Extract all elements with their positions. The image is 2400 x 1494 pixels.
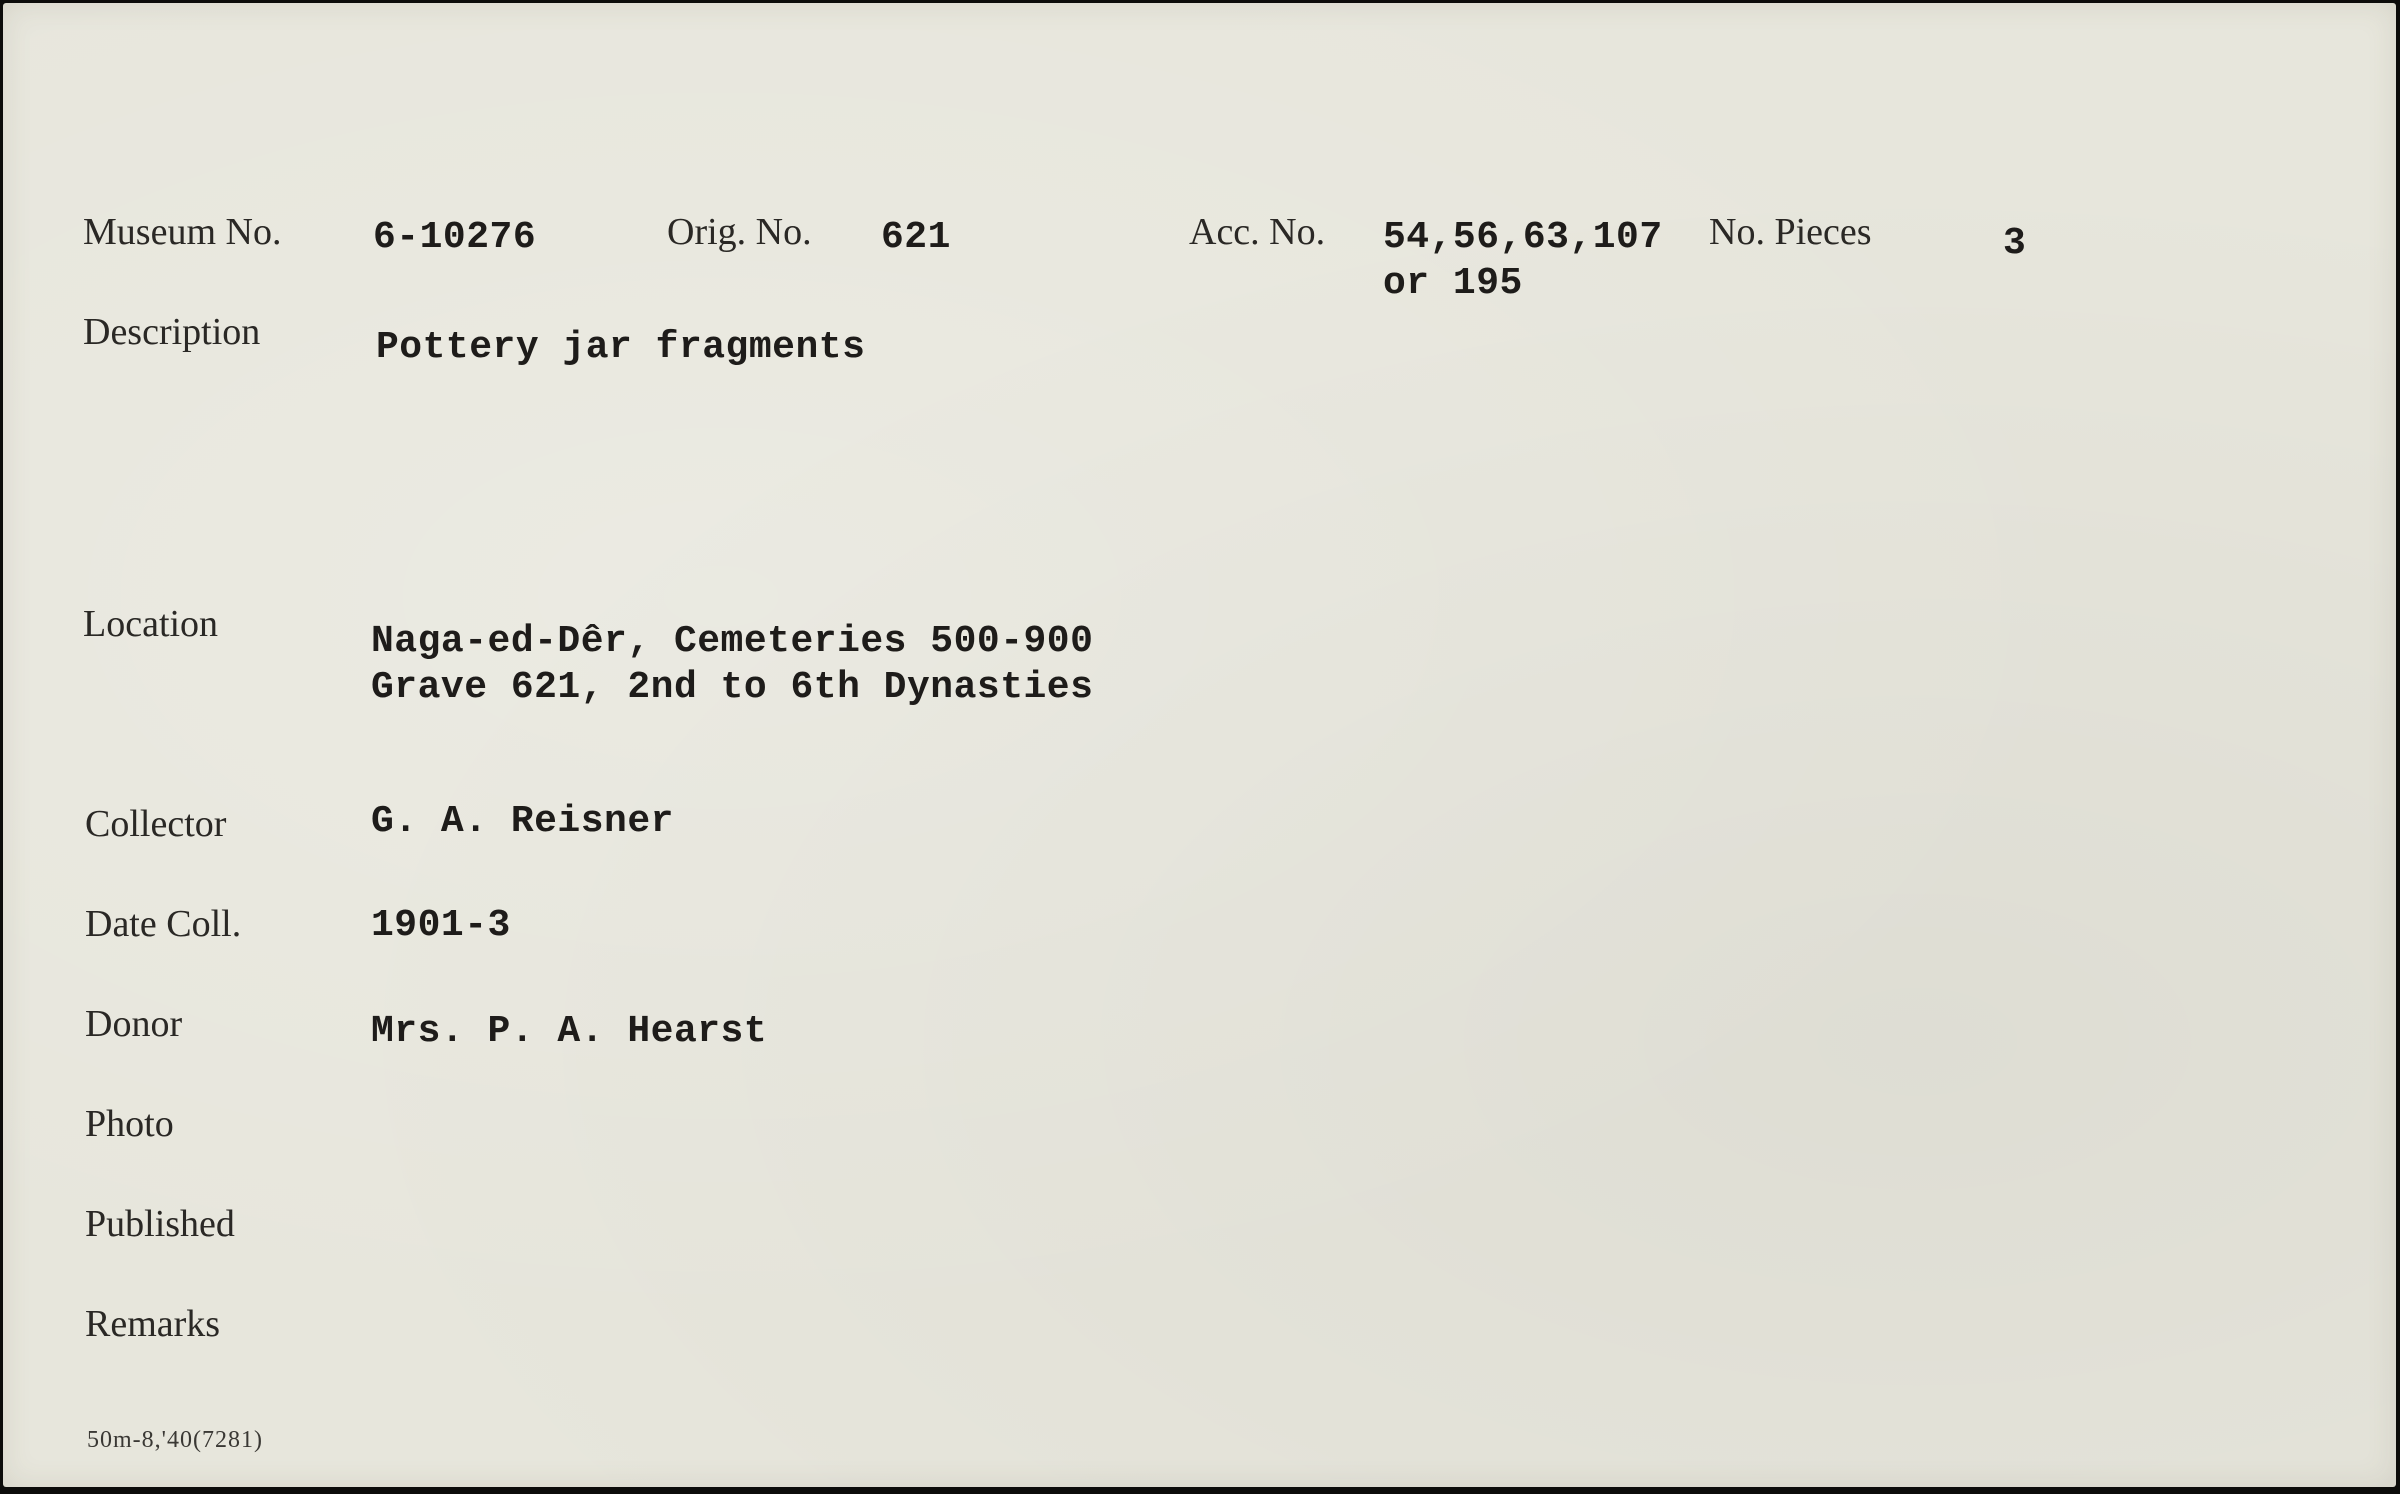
description-value: Pottery jar fragments <box>376 326 866 369</box>
location-value <box>371 619 1093 712</box>
catalog-card <box>3 3 2396 1487</box>
date-coll-label: Date Coll. <box>85 903 242 945</box>
location-value-line-1: Naga-ed-Dêr, Cemeteries 500-900 <box>371 620 1094 663</box>
location-value-line-2: Grave 621, 2nd to 6th Dynasties <box>371 666 1094 710</box>
museum-no-label: Museum No. <box>83 211 282 253</box>
orig-no-value: 621 <box>881 216 951 259</box>
remarks-label: Remarks <box>85 1303 221 1345</box>
acc-no-value <box>1383 215 1663 308</box>
donor-label: Donor <box>85 1003 183 1045</box>
published-label: Published <box>85 1203 235 1245</box>
orig-no-label: Orig. No. <box>667 211 812 253</box>
description-label: Description <box>83 311 261 353</box>
acc-no-value-line-1: 54,56,63,107 <box>1383 216 1663 259</box>
acc-no-value-line-2: or 195 <box>1383 262 1523 306</box>
no-pieces-label: No. Pieces <box>1709 211 1872 253</box>
collector-value: G. A. Reisner <box>371 800 674 843</box>
collector-label: Collector <box>85 803 227 845</box>
museum-no-value: 6-10276 <box>373 216 537 259</box>
location-label: Location <box>83 603 219 645</box>
date-coll-value: 1901-3 <box>371 904 511 947</box>
no-pieces-value: 3 <box>2003 222 2027 265</box>
card-print-code: 50m-8,'40(7281) <box>87 1427 263 1453</box>
donor-value: Mrs. P. A. Hearst <box>371 1010 768 1053</box>
photo-label: Photo <box>85 1103 174 1145</box>
acc-no-label: Acc. No. <box>1189 211 1326 253</box>
